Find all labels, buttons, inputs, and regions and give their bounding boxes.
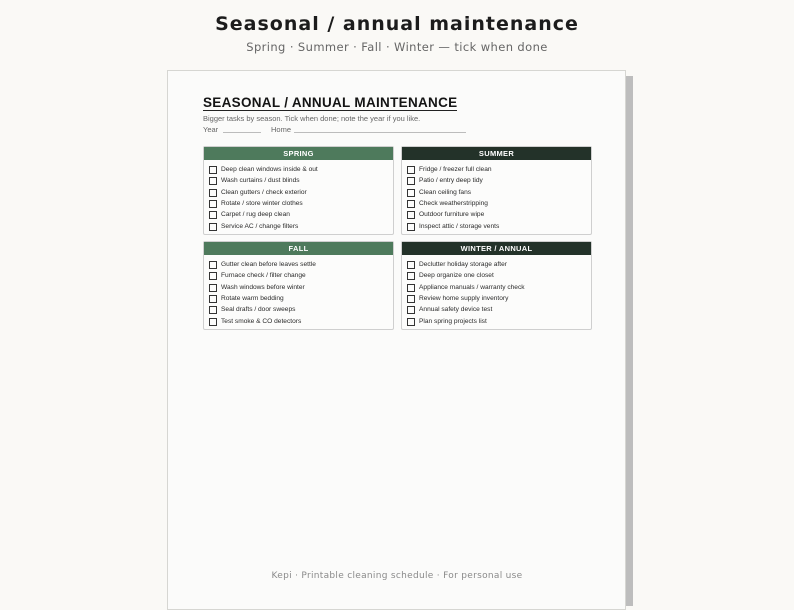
checklist-item[interactable]	[209, 259, 393, 270]
checklist	[402, 255, 591, 329]
checkbox[interactable]	[209, 295, 217, 303]
checklist-item[interactable]	[209, 282, 393, 293]
checkbox[interactable]	[209, 211, 217, 219]
checklist-item[interactable]	[209, 175, 393, 186]
checklist-item-label: Deep clean windows inside & out	[221, 166, 318, 174]
checkbox[interactable]	[209, 272, 217, 280]
checkbox[interactable]	[209, 261, 217, 269]
checklist	[402, 160, 591, 234]
checklist-item-label: Test smoke & CO detectors	[221, 317, 302, 325]
sheet-intro: Bigger tasks by season. Tick when done; note the year if you like.	[203, 114, 421, 123]
printable-sheet	[167, 70, 626, 610]
checklist-item-label: Clean ceiling fans	[419, 188, 472, 196]
checklist-item[interactable]	[407, 315, 591, 326]
year-field[interactable]	[223, 132, 261, 133]
footer: Kepi · Printable cleaning schedule · For personal use	[271, 571, 523, 581]
section-winter-annual	[401, 241, 592, 330]
checkbox[interactable]	[407, 223, 415, 231]
checklist-item-label: Review home supply inventory	[419, 295, 509, 303]
checkbox[interactable]	[209, 166, 217, 174]
section-header: FALL	[204, 242, 393, 255]
page-title: Seasonal / annual maintenance	[215, 13, 579, 35]
checkbox[interactable]	[407, 177, 415, 185]
checklist-item[interactable]	[209, 198, 393, 209]
checklist-item-label: Appliance manuals / warranty check	[419, 283, 525, 291]
checkbox[interactable]	[209, 284, 217, 292]
sheet-title: SEASONAL / ANNUAL MAINTENANCE	[203, 95, 458, 110]
checklist-item[interactable]	[209, 187, 393, 198]
checklist-item-label: Clean gutters / check exterior	[221, 188, 307, 196]
checkbox[interactable]	[209, 223, 217, 231]
year-label: Year	[203, 125, 219, 134]
checklist-item[interactable]	[209, 270, 393, 281]
page-subtitle: Spring · Summer · Fall · Winter — tick when done	[246, 40, 548, 54]
checklist-item[interactable]	[407, 175, 591, 186]
checklist-item-label: Outdoor furniture wipe	[419, 211, 485, 219]
checkbox[interactable]	[209, 318, 217, 326]
checkbox[interactable]	[407, 211, 415, 219]
section-header: WINTER / ANNUAL	[402, 242, 591, 255]
checklist-item[interactable]	[407, 198, 591, 209]
checklist-item-label: Wash windows before winter	[221, 283, 305, 291]
checklist-item-label: Carpet / rug deep clean	[221, 211, 290, 219]
home-label: Home	[271, 125, 292, 134]
checklist-item-label: Check weatherstripping	[419, 200, 488, 208]
checkbox[interactable]	[209, 189, 217, 197]
checkbox[interactable]	[407, 166, 415, 174]
checklist-item[interactable]	[209, 293, 393, 304]
checkbox[interactable]	[407, 272, 415, 280]
checklist-item[interactable]	[407, 270, 591, 281]
checklist-item[interactable]	[407, 282, 591, 293]
checklist-item-label: Service AC / change filters	[221, 222, 299, 230]
checklist-item-label: Annual safety device test	[419, 306, 493, 314]
checkbox[interactable]	[407, 318, 415, 326]
checklist-item-label: Wash curtains / dust blinds	[221, 177, 300, 185]
checklist-item[interactable]	[209, 220, 393, 231]
checklist-item-label: Rotate / store winter clothes	[221, 200, 303, 208]
checklist-item[interactable]	[209, 315, 393, 326]
section-spring	[203, 146, 394, 235]
checklist	[204, 160, 393, 234]
checklist-item-label: Deep organize one closet	[419, 272, 494, 280]
checklist-item[interactable]	[407, 293, 591, 304]
checklist-item[interactable]	[407, 164, 591, 175]
checkbox[interactable]	[209, 306, 217, 314]
section-header: SUMMER	[402, 147, 591, 160]
checklist-item-label: Fridge / freezer full clean	[419, 166, 492, 174]
section-summer	[401, 146, 592, 235]
checkbox[interactable]	[209, 177, 217, 185]
checkbox[interactable]	[407, 261, 415, 269]
checklist-item-label: Plan spring projects list	[419, 317, 487, 325]
checkbox[interactable]	[407, 306, 415, 314]
checklist-item-label: Seal drafts / door sweeps	[221, 306, 296, 314]
checkbox[interactable]	[407, 295, 415, 303]
checkbox[interactable]	[209, 200, 217, 208]
home-field[interactable]	[294, 132, 466, 133]
checklist-item[interactable]	[209, 164, 393, 175]
checklist-item[interactable]	[407, 209, 591, 220]
checklist-item-label: Declutter holiday storage after	[419, 261, 507, 269]
checklist-item[interactable]	[407, 220, 591, 231]
checklist-item-label: Furnace check / filter change	[221, 272, 306, 280]
checklist-item[interactable]	[209, 304, 393, 315]
checkbox[interactable]	[407, 189, 415, 197]
section-fall	[203, 241, 394, 330]
checklist-item[interactable]	[407, 187, 591, 198]
checklist-item-label: Gutter clean before leaves settle	[221, 261, 316, 269]
checklist-item[interactable]	[407, 259, 591, 270]
checklist-item-label: Patio / entry deep tidy	[419, 177, 483, 185]
checklist-item-label: Rotate warm bedding	[221, 295, 284, 303]
checklist-item[interactable]	[407, 304, 591, 315]
checklist-item[interactable]	[209, 209, 393, 220]
checklist	[204, 255, 393, 329]
section-header: SPRING	[204, 147, 393, 160]
checkbox[interactable]	[407, 284, 415, 292]
checklist-item-label: Inspect attic / storage vents	[419, 222, 500, 230]
checkbox[interactable]	[407, 200, 415, 208]
